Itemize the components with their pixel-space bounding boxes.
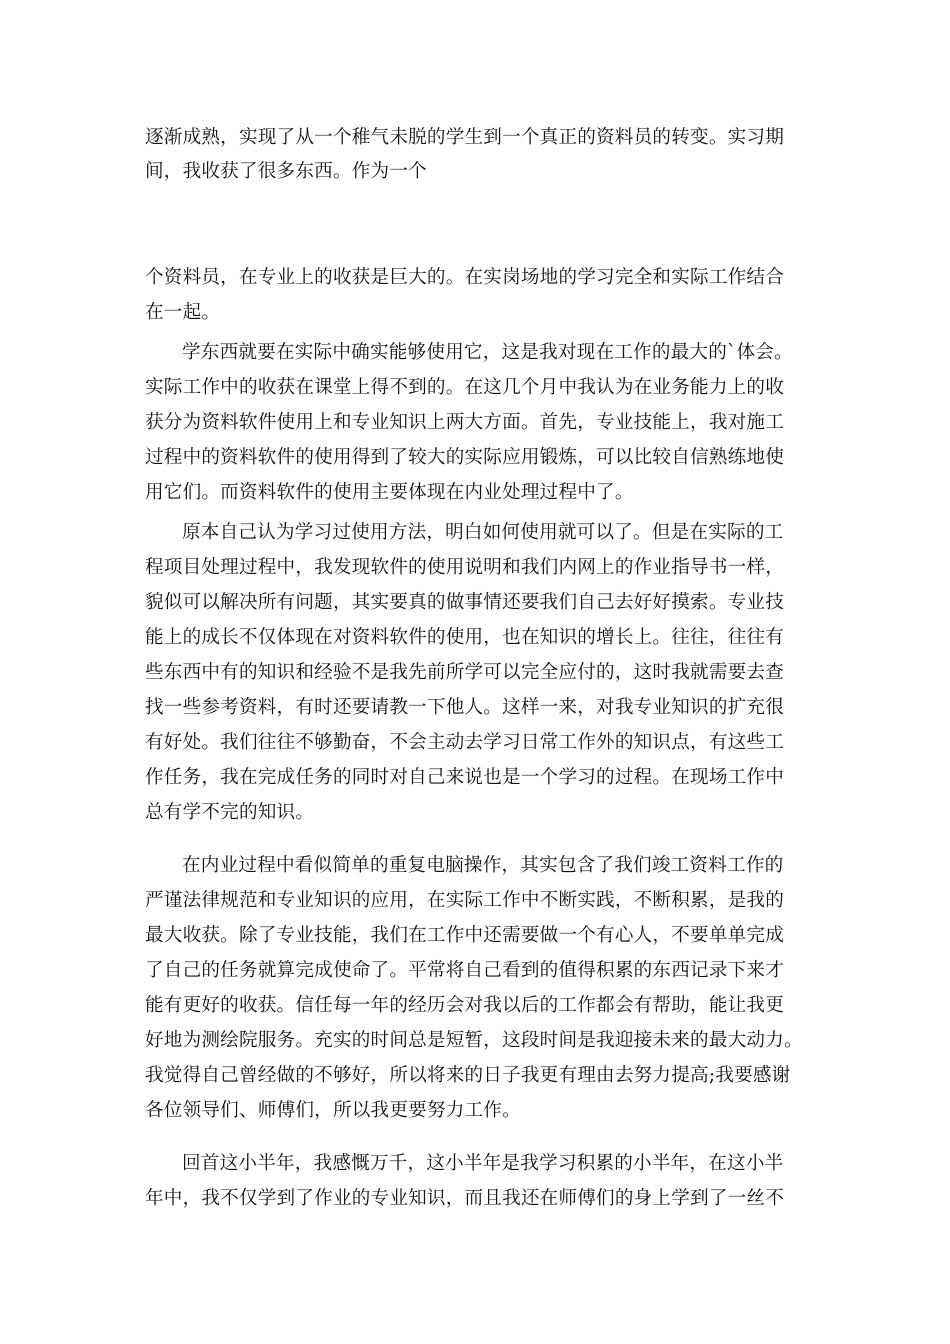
text-line: 实际工作中的收获在课堂上得不到的。在这几个月中我认为在业务能力上的收	[145, 377, 784, 398]
text-line: 能上的成长不仅体现在对资料软件的使用，也在知识的增长上。往往，往往有	[145, 627, 784, 648]
text-line: 个资料员，在专业上的收获是巨大的。在实岗场地的学习完全和实际工作结合	[145, 267, 784, 288]
text-line: 了自己的任务就算完成使命了。平常将自己看到的值得积累的东西记录下来才	[145, 960, 784, 981]
text-line: 貌似可以解决所有问题，其实要真的做事情还要我们自己去好好摸索。专业技	[145, 592, 784, 613]
paragraph-first-line: 在内业过程中看似简单的重复电脑操作，其实包含了我们竣工资料工作的	[182, 855, 784, 876]
text-line: 有好处。我们往往不够勤奋，不会主动去学习日常工作外的知识点，有这些工	[145, 732, 784, 753]
text-line: 年中，我不仅学到了作业的专业知识，而且我还在师傅们的身上学到了一丝不	[145, 1188, 784, 1209]
text-line: 用它们。而资料软件的使用主要体现在内业处理过程中了。	[145, 482, 634, 503]
paragraph-first-line: 学东西就要在实际中确实能够使用它，这是我对现在工作的最大的`体会。	[182, 342, 793, 363]
text-line: 获分为资料软件使用上和专业知识上两大方面。首先，专业技能上，我对施工	[145, 412, 784, 433]
text-line: 作任务，我在完成任务的同时对自己来说也是一个学习的过程。在现场工作中	[145, 767, 784, 788]
text-line: 程项目处理过程中，我发现软件的使用说明和我们内网上的作业指导书一样，	[145, 557, 784, 578]
text-line: 间，我收获了很多东西。作为一个	[145, 161, 427, 182]
text-line: 我觉得自己曾经做的不够好，所以将来的日子我更有理由去努力提高;我要感谢	[145, 1065, 791, 1086]
paragraph-first-line: 原本自己认为学习过使用方法，明白如何使用就可以了。但是在实际的工	[182, 522, 784, 543]
paragraph-first-line: 回首这小半年，我感慨万千，这小半年是我学习积累的小半年，在这小半	[182, 1153, 784, 1174]
text-line: 最大收获。除了专业技能，我们在工作中还需要做一个有心人，不要单单完成	[145, 925, 784, 946]
text-line: 各位领导们、师傅们，所以我更要努力工作。	[145, 1100, 521, 1121]
text-line: 找一些参考资料，有时还要请教一下他人。这样一来，对我专业知识的扩充很	[145, 697, 784, 718]
text-line: 些东西中有的知识和经验不是我先前所学可以完全应付的，这时我就需要去查	[145, 662, 784, 683]
text-line: 逐渐成熟，实现了从一个稚气未脱的学生到一个真正的资料员的转变。实习期	[145, 127, 784, 148]
text-line: 过程中的资料软件的使用得到了较大的实际应用锻炼，可以比较自信熟练地使	[145, 447, 784, 468]
text-line: 总有学不完的知识。	[145, 802, 315, 823]
text-line: 能有更好的收获。信任每一年的经历会对我以后的工作都会有帮助，能让我更	[145, 995, 784, 1016]
text-line: 严谨法律规范和专业知识的应用，在实际工作中不断实践，不断积累，是我的	[145, 890, 784, 911]
text-line: 在一起。	[145, 302, 221, 323]
text-line: 好地为测绘院服务。充实的时间总是短暂，这段时间是我迎接未来的最大动力。	[145, 1030, 803, 1051]
